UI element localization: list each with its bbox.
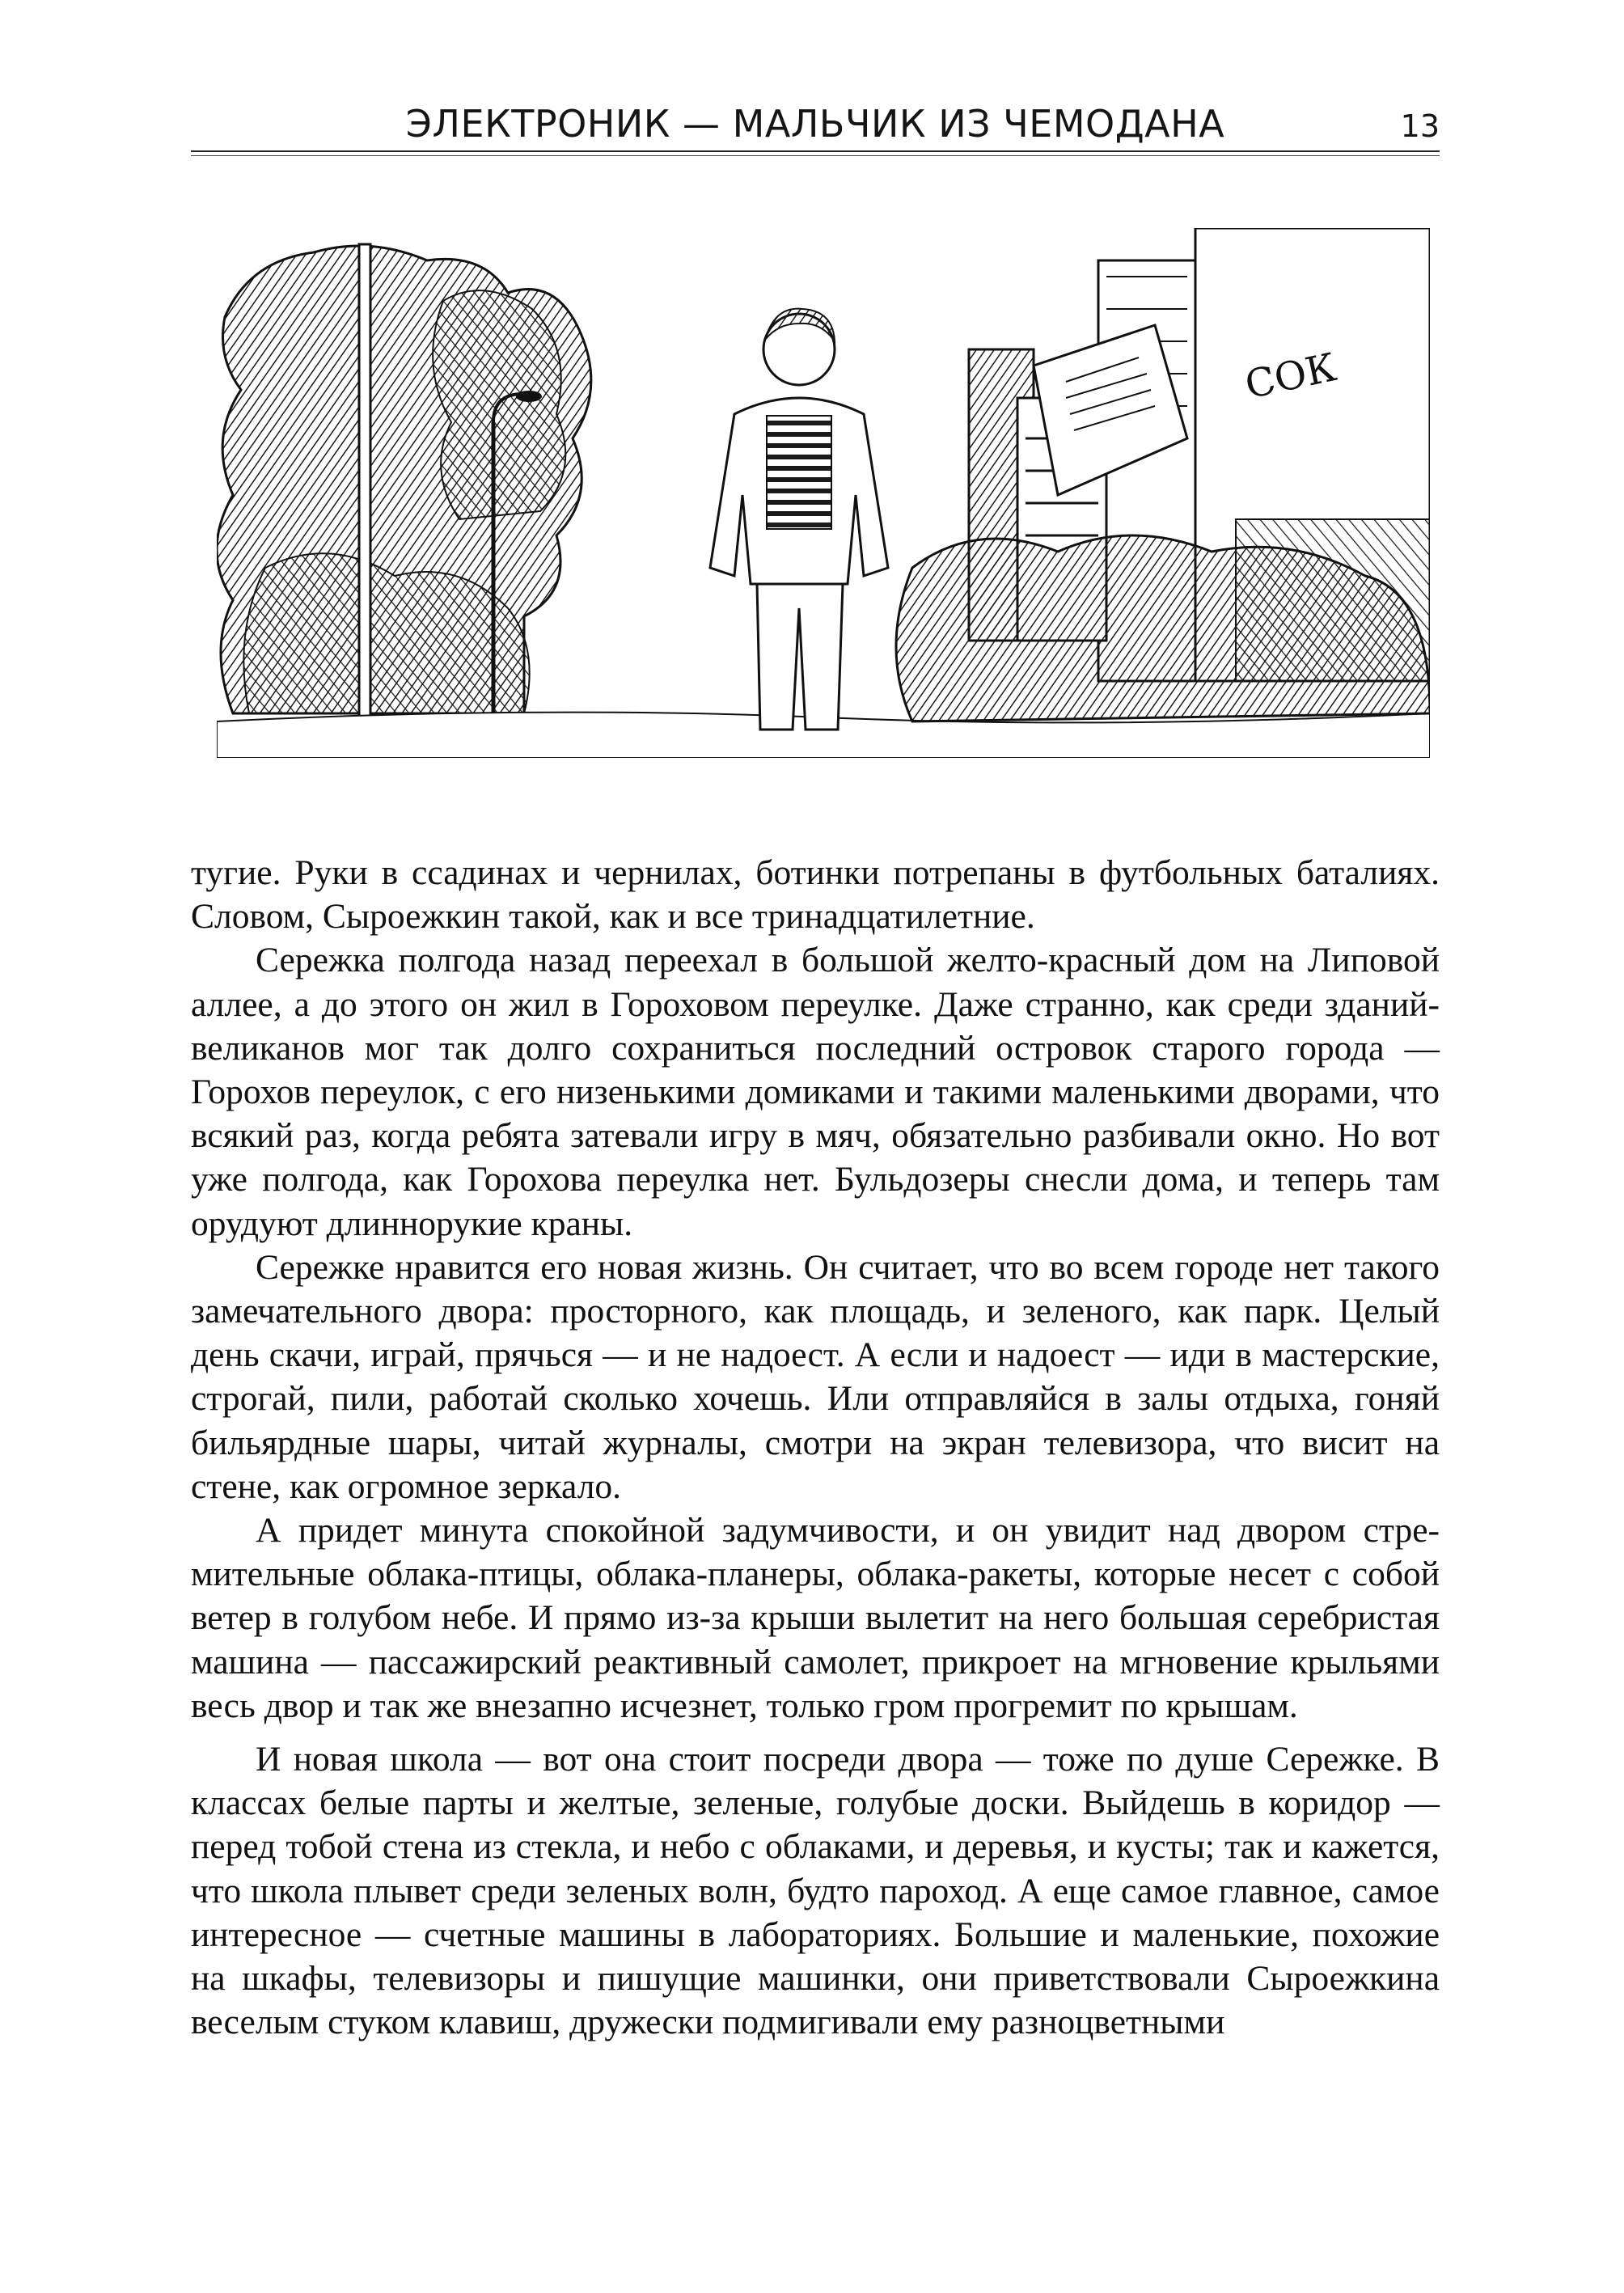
paragraph-1: тугие. Руки в ссадинах и чернилах, ботинки потрепаны в футбольных баталиях. Словом, Сыроежкин такой, как и все тринадцатилетние.: [191, 853, 1440, 937]
paragraph-5: И новая школа — вот она стоит посреди двора — тоже по душе Сережке. В классах белые парты и желтые, зеленые, голубые доски. Выйдешь в коридор — перед тобой стена из стекла, и небо с облаками, и деревья, и кусты; так и кажется, что школа плывет среди зеленых волн, будто пароход. А еще самое главное, самое интересное — счетные машины в лабораториях. Большие и маленькие, похожие на шкафы, телевизоры и пишущие машинки, они приветствовали Сыроежкина веселым стуком клавиш, дружески подмигивали ему разноцветными: [191, 1740, 1440, 2042]
body-text: [191, 851, 1440, 2044]
page-number: 13: [1400, 108, 1440, 144]
header-rule: [191, 150, 1440, 152]
page-header: [191, 99, 1440, 155]
shop-sign: СОК: [1241, 345, 1341, 408]
paragraph-2: Сережка полгода назад переехал в большой желто-красный дом на Липовой аллее, а до этого он жил в Гороховом переулке. Даже странно, как среди зданий-великанов мог так долго сохраниться последний островок старого города — Горохов переулок, с его низенькими домиками и такими маленькими дворами, что всякий раз, когда ребята затевали игру в мяч, обязательно разбивали окно. Но вот уже полгода, как Горохова переулка нет. Бульдозеры снесли дома, и теперь там орудуют длиннорукие краны.: [191, 941, 1440, 1243]
paragraph-3: Сережке нравится его новая жизнь. Он считает, что во всем городе нет такого замечательного двора: просторного, как площадь, и зеленого, как парк. Целый день скачи, играй, прячься — и не надоест. А если и надоест — иди в мастерские, строгай, пили, работай сколько хочешь. Или отправляйся в залы отдыха, гоняй бильярдные шары, читай журналы, смотри на экран телевизора, что висит на стене, как огромное зеркало.: [191, 1247, 1440, 1506]
paragraph-4: А придет минута спокойной задумчивости, и он увидит над двором стремительные облака-птицы, облака-планеры, облака-ракеты, которые несет с собой ветер в голубом небе. И прямо из-за крыши вылетит на него большая серебристая машина — пассажирский реактивный самолет, прикроет на мгновение крыльями весь двор и так же внезапно исчезнет, только гром прогремит по крышам.: [191, 1511, 1440, 1725]
header-rule-thin: [191, 155, 1440, 156]
illustration-drawing: [217, 228, 1430, 758]
left-trees: [217, 246, 591, 713]
running-title: ЭЛЕКТРОНИК — МАЛЬЧИК ИЗ ЧЕМОДАНА: [405, 102, 1225, 146]
boy-figure: [710, 309, 888, 730]
street-illustration: [217, 228, 1430, 758]
